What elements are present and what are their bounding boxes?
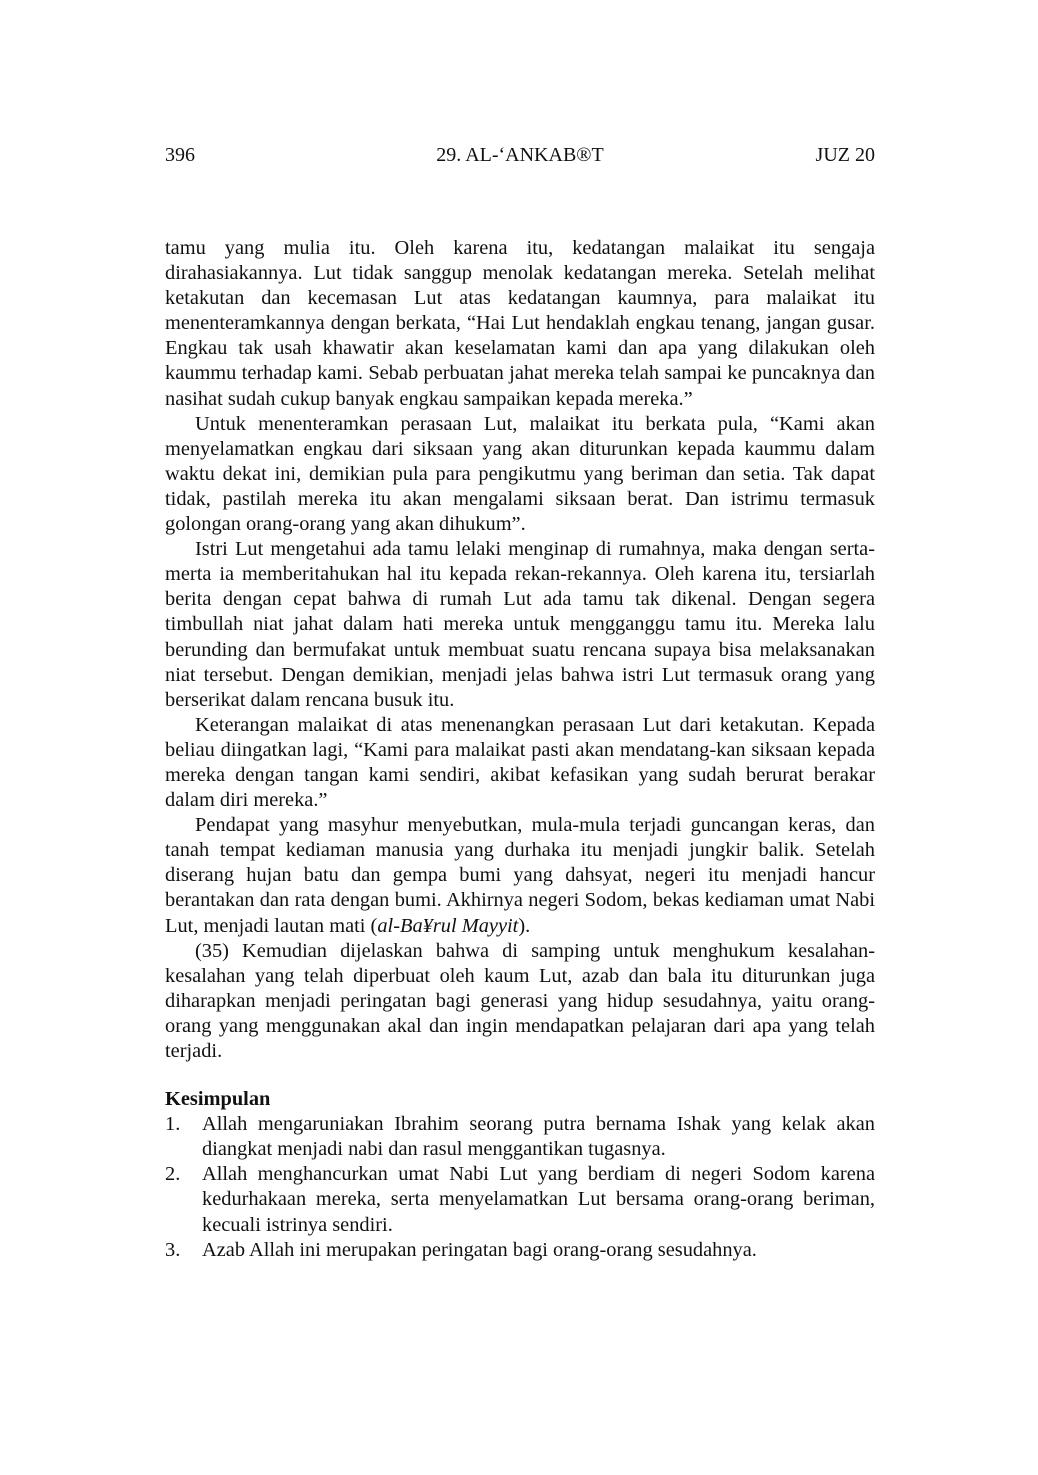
paragraph: Keterangan malaikat di atas menenangkan perasaan Lut dari ketakutan. Kepada beliau diingatkan lagi, “Kami para malaikat pasti akan mendatang-kan siksaan kepada mereka dengan tangan kami sendiri, akibat kefasikan yang sudah berurat berakar dalam diri mereka.” xyxy=(165,713,875,812)
list-item-text: Allah mengaruniakan Ibrahim seorang putra bernama Ishak yang kelak akan diangkat menjadi nabi dan rasul menggantikan tugasnya. xyxy=(202,1113,875,1161)
paragraph: Istri Lut mengetahui ada tamu lelaki menginap di rumahnya, maka dengan serta-merta ia memberitahukan hal itu kepada rekan-rekannya. Oleh karena itu, tersiarlah berita dengan cepat bahwa di rumah Lut ada tamu tak dikenal. Dengan segera timbullah niat jahat dalam hati mereka untuk mengganggu tamu itu. Mereka lalu berunding dan bermufakat untuk membuat suatu rencana supaya bisa melaksanakan niat tersebut. Dengan demikian, menjadi jelas bahwa istri Lut termasuk orang yang berserikat dalam rencana busuk itu. xyxy=(165,538,875,711)
paragraph: Untuk menenteramkan perasaan Lut, malaikat itu berkata pula, “Kami akan menyelamatkan engkau dari siksaan yang akan diturunkan kepada kaummu dalam waktu dekat ini, demikian pula para pengikutmu yang beriman dan setia. Tak dapat tidak, pastilah mereka itu akan mengalami siksaan berat. Dan istrimu termasuk golongan orang-orang yang akan dihukum”. xyxy=(165,412,875,536)
list-item-text: Allah menghancurkan umat Nabi Lut yang berdiam di negeri Sodom karena kedurhakaan mereka, serta menyelamatkan Lut bersama orang-orang beriman, kecuali istrinya sendiri. xyxy=(202,1163,875,1236)
page-number: 396 xyxy=(165,144,195,166)
running-header xyxy=(165,144,875,174)
paragraph-text: Pendapat yang masyhur menyebutkan, mula-mula terjadi guncangan keras, dan tanah tempat kediaman manusia yang durhaka itu menjadi jungkir balik. Setelah diserang hujan batu dan gempa bumi yang dahsyat, negeri itu menjadi hancur berantakan dan rata dengan bumi. Akhirnya negeri Sodom, bekas kediaman umat Nabi Lut, menjadi lautan mati ( xyxy=(165,814,875,937)
conclusion-heading: Kesimpulan xyxy=(165,1088,271,1111)
list-number: 1. xyxy=(165,1113,181,1136)
paragraph: (35) Kemudian dijelaskan bahwa di samping untuk menghukum kesalahan-kesalahan yang telah diperbuat oleh kaum Lut, azab dan bala itu diturunkan juga diharapkan menjadi peringatan bagi generasi yang hidup sesudahnya, yaitu orang-orang yang menggunakan akal dan ingin mendapatkan pelajaran dari apa yang telah terjadi. xyxy=(165,939,875,1062)
list-number: 2. xyxy=(165,1163,181,1186)
paragraph: tamu yang mulia itu. Oleh karena itu, kedatangan malaikat itu sengaja dirahasiakannya. Lut tidak sanggup menolak kedatangan mereka. Setelah melihat ketakutan dan kecemasan Lut atas kedatangan kaumnya, para malaikat itu menenteramkannya dengan berkata, “Hai Lut hendaklah engkau tenang, jangan gusar. Engkau tak usah khawatir akan keselamatan kami dan apa yang dilakukan oleh kaummu terhadap kami. Sebab perbuatan jahat mereka telah sampai ke puncaknya dan nasihat sudah cukup banyak engkau sampaikan kepada mereka.” xyxy=(165,237,875,410)
main-text xyxy=(165,236,875,1263)
paragraph-text: ). xyxy=(518,914,531,937)
list-number: 3. xyxy=(165,1238,181,1261)
list-item xyxy=(165,1162,875,1237)
list-item xyxy=(165,1112,875,1162)
list-item xyxy=(165,1238,875,1263)
paragraph xyxy=(165,813,875,938)
italic-term: al-Ba¥rul Mayyit xyxy=(377,914,519,937)
conclusion-list xyxy=(165,1112,875,1263)
surah-title: 29. AL-‘ANKAB®T xyxy=(436,144,604,166)
list-item-text: Azab Allah ini merupakan peringatan bagi orang-orang sesudahnya. xyxy=(202,1238,757,1261)
juz-label: JUZ 20 xyxy=(815,144,875,166)
